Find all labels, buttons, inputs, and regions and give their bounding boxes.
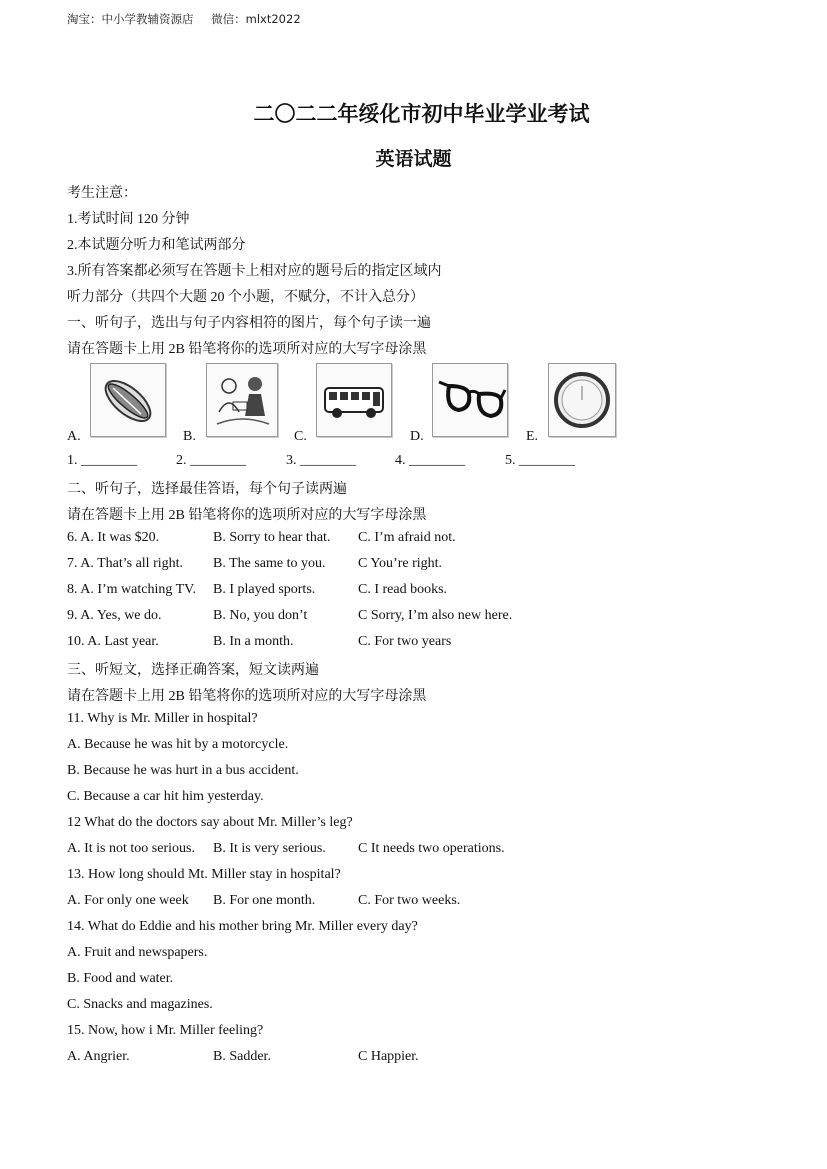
q6-option-b: B. Sorry to hear that. bbox=[213, 530, 331, 545]
q14-text: 14. What do Eddie and his mother bring Mr. Miller every day? bbox=[67, 919, 418, 934]
q7-option-b: B. The same to you. bbox=[213, 556, 326, 571]
picture-label-a: A. bbox=[67, 429, 81, 444]
glasses-icon bbox=[432, 363, 508, 437]
section-3-instruction: 请在答题卡上用 2B 铅笔将你的选项所对应的大写字母涂黑 bbox=[67, 689, 427, 704]
answer-blank-2[interactable]: 2. ________ bbox=[176, 453, 246, 468]
q9-option-a: 9. A. Yes, we do. bbox=[67, 608, 162, 623]
q7-option-c: C You’re right. bbox=[358, 556, 443, 571]
q13-option-a: A. For only one week bbox=[67, 893, 189, 908]
q6-option-a: 6. A. It was $20. bbox=[67, 530, 160, 545]
answer-blank-4[interactable]: 4. ________ bbox=[395, 453, 465, 468]
q6-option-c: C. I’m afraid not. bbox=[358, 530, 456, 545]
q11-option-c: C. Because a car hit him yesterday. bbox=[67, 789, 264, 804]
q10-option-b: B. In a month. bbox=[213, 634, 294, 649]
q8-option-c: C. I read books. bbox=[358, 582, 448, 597]
q11-text: 11. Why is Mr. Miller in hospital? bbox=[67, 711, 258, 726]
picture-label-e: E. bbox=[526, 429, 539, 444]
q9-option-b: B. No, you don’t bbox=[213, 608, 308, 623]
answer-blank-3[interactable]: 3. ________ bbox=[286, 453, 356, 468]
q7-option-a: 7. A. That’s all right. bbox=[67, 556, 184, 571]
q14-option-a: A. Fruit and newspapers. bbox=[67, 945, 208, 960]
q13-text: 13. How long should Mt. Miller stay in hospital? bbox=[67, 867, 341, 882]
section-1-title: 一、听句子，选出与句子内容相符的图片，每个句子读一遍 bbox=[67, 316, 431, 331]
q12-option-a: A. It is not too serious. bbox=[67, 841, 195, 856]
q8-option-b: B. I played sports. bbox=[213, 582, 316, 597]
q8-option-a: 8. A. I’m watching TV. bbox=[67, 582, 196, 597]
exam-subtitle: 英语试题 bbox=[375, 148, 452, 170]
bus-icon bbox=[316, 363, 392, 437]
note-2: 2.本试题分听力和笔试两部分 bbox=[67, 238, 246, 253]
answer-blank-5[interactable]: 5. ________ bbox=[505, 453, 575, 468]
watermark bbox=[67, 11, 315, 27]
note-3: 3.所有答案都必须写在答题卡上相对应的题号后的指定区域内 bbox=[67, 264, 442, 279]
exam-title: 二〇二二年绥化市初中毕业学业考试 bbox=[253, 102, 590, 126]
section-2-instruction: 请在答题卡上用 2B 铅笔将你的选项所对应的大写字母涂黑 bbox=[67, 508, 427, 523]
q11-option-a: A. Because he was hit by a motorcycle. bbox=[67, 737, 289, 752]
q15-option-c: C Happier. bbox=[358, 1049, 419, 1064]
q15-text: 15. Now, how i Mr. Miller feeling? bbox=[67, 1023, 264, 1038]
q15-option-a: A. Angrier. bbox=[67, 1049, 130, 1064]
q11-option-b: B. Because he was hurt in a bus accident. bbox=[67, 763, 299, 778]
hotdog-icon bbox=[90, 363, 166, 437]
picture-label-b: B. bbox=[183, 429, 196, 444]
q10-option-c: C. For two years bbox=[358, 634, 452, 649]
watermark-wechat: 微信：mlxt2022 bbox=[211, 12, 301, 26]
listening-intro: 听力部分（共四个大题 20 个小题，不赋分，不计入总分） bbox=[67, 290, 424, 305]
q13-option-b: B. For one month. bbox=[213, 893, 316, 908]
people-talking-icon bbox=[206, 363, 278, 437]
section-3-title: 三、听短文，选择正确答案，短文读两遍 bbox=[67, 663, 319, 678]
q14-option-b: B. Food and water. bbox=[67, 971, 174, 986]
q9-option-c: C Sorry, I’m also new here. bbox=[358, 608, 513, 623]
q12-option-c: C It needs two operations. bbox=[358, 841, 505, 856]
q15-option-b: B. Sadder. bbox=[213, 1049, 271, 1064]
q14-option-c: C. Snacks and magazines. bbox=[67, 997, 213, 1012]
section-2-title: 二、听句子，选择最佳答语，每个句子读两遍 bbox=[67, 482, 347, 497]
q10-option-a: 10. A. Last year. bbox=[67, 634, 159, 649]
section-1-instruction: 请在答题卡上用 2B 铅笔将你的选项所对应的大写字母涂黑 bbox=[67, 342, 427, 357]
note-1: 1.考试时间 120 分钟 bbox=[67, 212, 190, 227]
notes-header: 考生注意： bbox=[67, 186, 137, 201]
q12-text: 12 What do the doctors say about Mr. Miller’s leg? bbox=[67, 815, 353, 830]
answer-blank-1[interactable]: 1. ________ bbox=[67, 453, 137, 468]
clock-icon bbox=[548, 363, 616, 437]
picture-label-d: D. bbox=[410, 429, 424, 444]
watermark-shop: 淘宝：中小学教辅资源店 bbox=[67, 12, 194, 26]
q13-option-c: C. For two weeks. bbox=[358, 893, 461, 908]
picture-label-c: C. bbox=[294, 429, 307, 444]
q12-option-b: B. It is very serious. bbox=[213, 841, 326, 856]
